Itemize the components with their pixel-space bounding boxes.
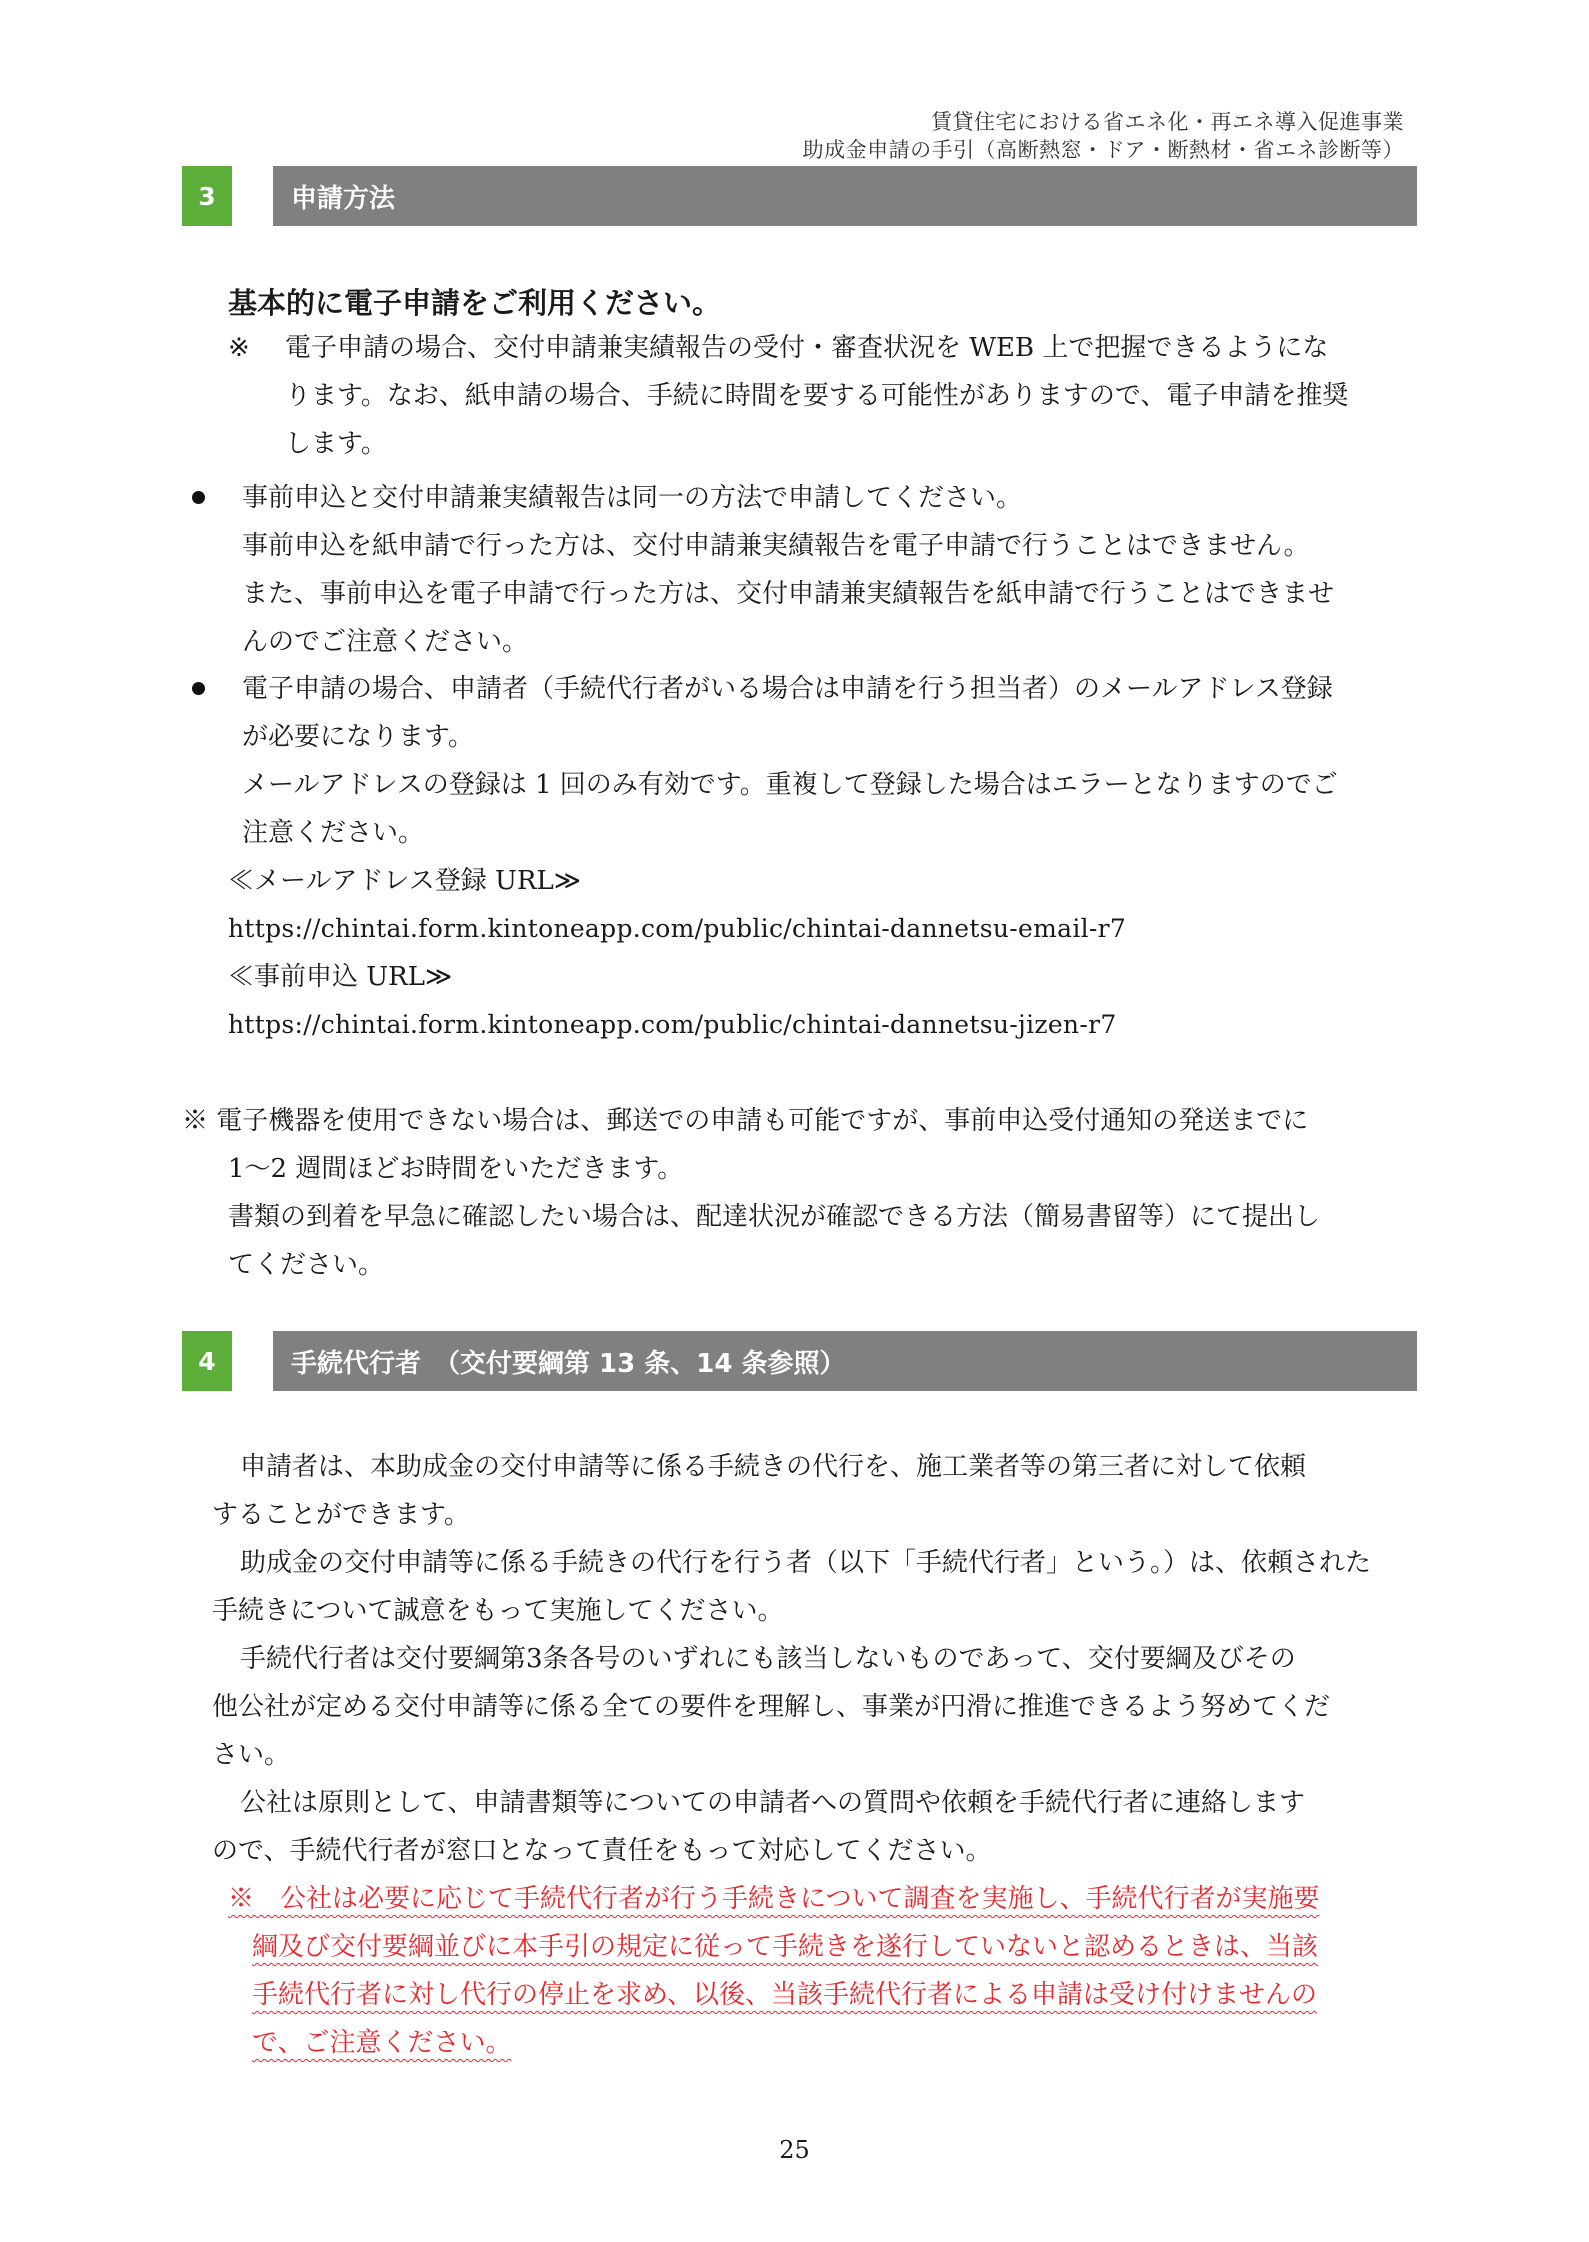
header-title-line1: 賃貸住宅における省エネ化・再エネ導入促進事業 [931, 110, 1404, 134]
warning-line: 手続代行者に対し代行の停止を求め、以後、当該手続代行者による申請は受け付けませんの [252, 1980, 1317, 2010]
bullet-1-line: 事前申込と交付申請兼実績報告は同一の方法で申請してください。 [242, 483, 1023, 513]
section-4-para-line: 手続きについて誠意をもって実施してください。 [212, 1596, 784, 1626]
pre-url-label: ≪事前申込 URL≫ [228, 962, 453, 992]
bullet-2-line: メールアドレスの登録は 1 回のみ有効です。重複して登録した場合はエラーとなりますのでご [242, 770, 1338, 800]
section-4-title: 手続代行者 （交付要綱第 13 条、14 条参照） [273, 1331, 1417, 1391]
bullet-1-line: んのでご注意ください。 [242, 627, 529, 657]
section-4-para-line: することができます。 [212, 1500, 470, 1530]
section-4-number: 4 [182, 1331, 232, 1391]
email-url-link[interactable]: https://chintai.form.kintoneapp.com/public/chintai-dannetsu-email-r7 [228, 914, 1127, 943]
pre-url-link[interactable]: https://chintai.form.kintoneapp.com/public/chintai-dannetsu-jizen-r7 [228, 1010, 1117, 1039]
section-3-title: 申請方法 [273, 166, 1417, 226]
section-4-para-line: 手続代行者は交付要綱第3条各号のいずれにも該当しないものであって、交付要綱及びその [240, 1644, 1296, 1674]
page-number: 25 [779, 2136, 810, 2164]
note-mark: ※ [228, 333, 250, 363]
postal-note-line: ※ 電子機器を使用できない場合は、郵送での申請も可能ですが、事前申込受付通知の発送までに [182, 1106, 1309, 1136]
note-line: ります。なお、紙申請の場合、手続に時間を要する可能性がありますので、電子申請を推奨 [285, 381, 1349, 411]
email-url-label: ≪メールアドレス登録 URL≫ [228, 866, 581, 896]
bullet-2-line: 注意ください。 [242, 818, 425, 848]
bullet-icon [192, 491, 205, 504]
note-line: 電子申請の場合、交付申請兼実績報告の受付・審査状況を WEB 上で把握できるようにな [285, 333, 1329, 363]
bullet-1-line: また、事前申込を電子申請で行った方は、交付申請兼実績報告を紙申請で行うことはできませ [242, 579, 1335, 609]
postal-note-line: 書類の到着を早急に確認したい場合は、配達状況が確認できる方法（簡易書留等）にて提出し [228, 1202, 1321, 1232]
section-4-para-line: 助成金の交付申請等に係る手続きの代行を行う者（以下「手続代行者」という。）は、依頼された [240, 1548, 1372, 1578]
bullet-2-line: が必要になります。 [242, 722, 474, 752]
section-4-para-line: 他公社が定める交付申請等に係る全ての要件を理解し、事業が円滑に推進できるよう努めてくだ [212, 1692, 1331, 1722]
section-4-para-line: 申請者は、本助成金の交付申請等に係る手続きの代行を、施工業者等の第三者に対して依頼 [240, 1452, 1307, 1482]
warning-line: 綱及び交付要綱並びに本手引の規定に従って手続きを遂行していないと認めるときは、当該 [252, 1932, 1319, 1962]
bullet-2-line: 電子申請の場合、申請者（手続代行者がいる場合は申請を行う担当者）のメールアドレス登録 [242, 674, 1333, 704]
postal-note-line: てください。 [228, 1250, 385, 1280]
section-3-number: 3 [182, 166, 232, 226]
bullet-1-line: 事前申込を紙申請で行った方は、交付申請兼実績報告を電子申請で行うことはできません。 [242, 531, 1310, 561]
section-4-para-line: さい。 [212, 1740, 291, 1770]
bullet-icon [192, 682, 205, 695]
section-3-lead: 基本的に電子申請をご利用ください。 [228, 286, 722, 320]
section-4-para-line: ので、手続代行者が窓口となって責任をもって対応してください。 [212, 1836, 992, 1866]
warning-line: で、ご注意ください。 [252, 2028, 512, 2058]
postal-note-line: 1～2 週間ほどお時間をいただきます。 [228, 1154, 684, 1184]
note-line: します。 [285, 429, 387, 459]
section-4-para-line: 公社は原則として、申請書類等についての申請者への質問や依頼を手続代行者に連絡します [240, 1788, 1305, 1818]
header-title-line2: 助成金申請の手引（高断熱窓・ドア・断熱材・省エネ診断等） [802, 138, 1404, 162]
warning-line: ※ 公社は必要に応じて手続代行者が行う手続きについて調査を実施し、手続代行者が実施要 [228, 1884, 1320, 1914]
